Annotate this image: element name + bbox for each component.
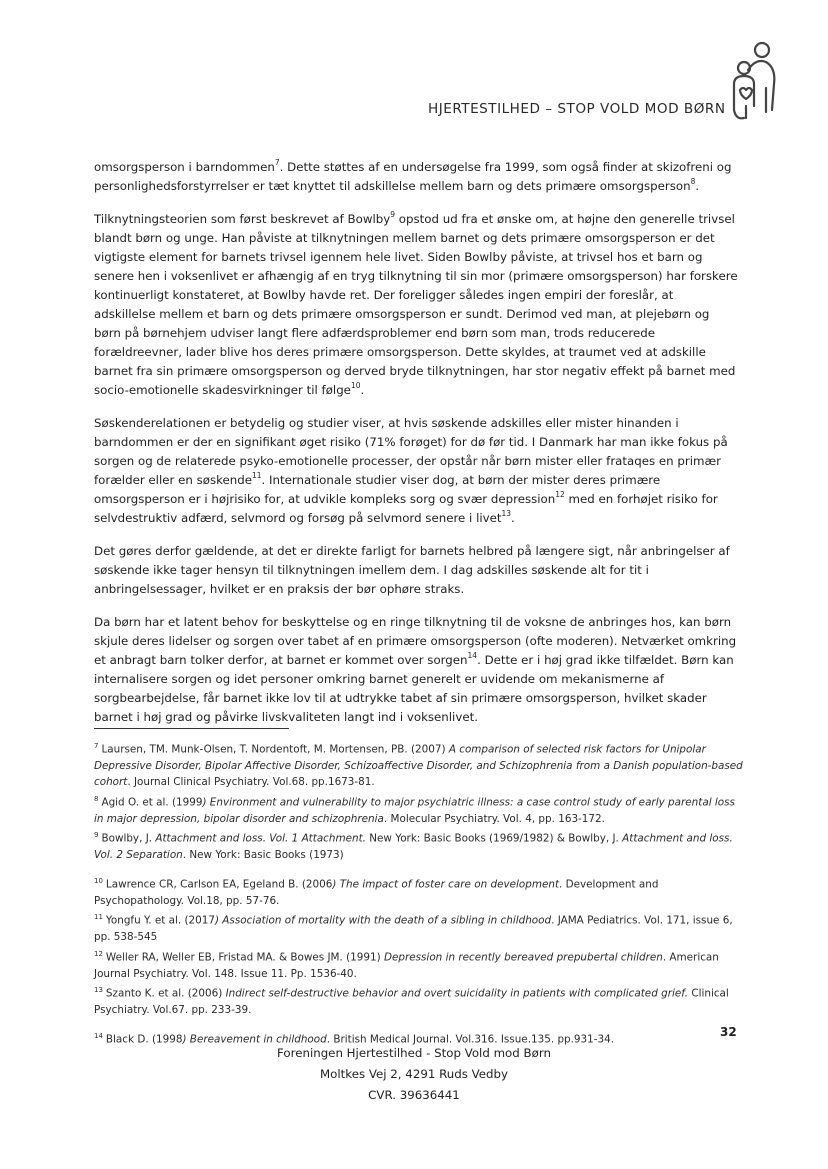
- paragraph: Det gøres derfor gældende, at det er direkte farligt for barnets helbred på længere sigt, når anbringelser af søskende ikke tager hensyn til tilknytningen imellem dem. I dag adskilles søskende alt for tit i anbringelsessager, hvilket er en praksis der bør ophøre straks.: [94, 544, 730, 596]
- footnote-divider: [94, 728, 289, 729]
- footer: [0, 1043, 828, 1106]
- footnote: $^{12}$ Weller RA, Weller EB, Fristad MA. & Bowes JM. (1991) Depression in recently bereaved prepubertal children. American Journal Psychiatry. Vol. 148. Issue 11. Pp. 1536-40.: [94, 949, 719, 980]
- header-title: HJERTESTILHED – STOP VOLD MOD BØRN: [428, 101, 726, 117]
- footnote: $^{11}$ Yongfu Y. et al. (2017) Association of mortality with the death of a sibling in childhood. JAMA Pediatrics. Vol. 171, issue 6, pp. 538-545: [94, 913, 733, 944]
- footer-organization: Foreningen Hjertestilhed - Stop Vold mod Børn: [277, 1046, 551, 1060]
- paragraph: Da børn har et latent behov for beskyttelse og en ringe tilknytning til de voksne de anbringes hos, kan børn skjule deres lidelser og sorgen over tabet af en primære omsorgsperson (ofte moderen). Netværket omkring et anbragt barn tolker derfor, at barnet er kommet over sorgen$^{14}$. Dette er i høj grad ikke tilfældet. Børn kan internalisere sorgen og idet personer omkring barnet generelt er uvidende om mekanismerne af sorgbearbejdelse, får barnet ikke lov til at udtrykke tabet af sin primære omsorgsperson, hvilket skader barnet i høj grad og påvirke livskvaliteten langt ind i voksenlivet.: [94, 615, 737, 724]
- family-heart-logo-icon: [726, 40, 782, 126]
- footnote-ref[interactable]: 14: [467, 651, 478, 661]
- footnote-ref[interactable]: 8: [690, 177, 696, 187]
- paragraph: Søskenderelationen er betydelig og studier viser, at hvis søskende adskilles eller mister hinanden i barndommen er der en signifikant øget risiko (71% forøget) for dø før tid. I Danmark har man ikke fokus på sorgen og de relaterede psyko-emotionelle processer, der opstår når børn mister eller frataqes en primær forælder eller en søskende$^{11}$. Internationale studier viser dog, at børn der mister deres primære omsorgsperson er i højrisiko for, at udvikle kompleks sorg og svær depression$^{12}$ med en forhøjet risiko for selvdestruktiv adfærd, selvmord og forsøg på selvmord senere i livet$^{13}$.: [94, 416, 728, 525]
- footnote-ref[interactable]: 9: [390, 210, 396, 220]
- footnote: $^8$ Agid O. et al. (1999) Environment and vulnerability to major psychiatric illness: a case control study of early parental loss in major depression, bipolar disorder and schizophrenia. Molecular Psychiatry. Vol. 4, pp. 163-172.: [94, 794, 735, 825]
- footnote: $^7$ Laursen, TM. Munk-Olsen, T. Nordentoft, M. Mortensen, PB. (2007) A comparison of selected risk factors for Unipolar Depressive Disorder, Bipolar Affective Disorder, Schizoaffective Disorder, and Schizophrenia from a Danish population-based cohort. Journal Clinical Psychiatry. Vol.68. pp.1673-81.: [94, 742, 743, 789]
- footer-address: Moltkes Vej 2, 4291 Ruds Vedby: [320, 1067, 508, 1081]
- footnote-ref[interactable]: 10: [350, 381, 361, 391]
- paragraph: Tilknytningsteorien som først beskrevet af Bowlby$^9$ opstod ud fra et ønske om, at højne den generelle trivsel blandt børn og unge. Han påviste at tilknytningen mellem barnet og dets primære omsorgsperson er det vigtigste element for barnets trivsel igennem hele livet. Siden Bowlby påviste, at trivsel hos et barn og senere hen i voksenlivet er afhængig af en tryg tilknytning til sin mor (primære omsorgsperson) har forskere kontinuerligt konstateret, at Bowlby havde ret. Der foreligger således ingen empiri der foreslår, at adskillelse mellem et barn og dets primære omsorgsperson er sundt. Derimod ved man, at plejebørn og børn på børnehjem udviser langt flere adfærdsproblemer end børn som man, trods reducerede forældreevner, lader blive hos deres primære omsorgsperson. Dette skyldes, at traumet ved at adskille barnet fra sin primære omsorgsperson og derved bryde tilknytningen, har stor negativ effekt på barnet med socio-emotionelle skadesvirkninger til følge$^{10}$.: [94, 210, 738, 397]
- footnote-ref[interactable]: 12: [555, 490, 565, 500]
- footnote-ref[interactable]: 7: [274, 158, 280, 168]
- footnote-ref[interactable]: 13: [501, 509, 512, 519]
- footnote: $^{14}$ Black D. (1998) Bereavement in childhood. British Medical Journal. Vol.316. Issue.135. pp.931-34.: [94, 1031, 615, 1046]
- footnote: $^{10}$ Lawrence CR, Carlson EA, Egeland B. (2006) The impact of foster care on development. Development and Psychopathology. Vol.18, pp. 57-76.: [94, 876, 659, 907]
- paragraph: omsorgsperson i barndommen$^7$. Dette støttes af en undersøgelse fra 1999, som også finder at skizofreni og personlighedsforstyrrelser er tæt knyttet til adskillelse mellem barn og dets primære omsorgsperson$^8$.: [94, 158, 732, 193]
- footer-cvr: CVR. 39636441: [368, 1088, 460, 1102]
- footnote: $^{13}$ Szanto K. et al. (2006) Indirect self-destructive behavior and overt suicidality in patients with complicated grief. Clinical Psychiatry. Vol.67. pp. 233-39.: [94, 986, 729, 1017]
- footnote: $^9$ Bowlby, J. Attachment and loss. Vol. 1 Attachment. New York: Basic Books (1969/1982) & Bowlby, J. Attachment and loss. Vol. 2 Separation. New York: Basic Books (1973): [94, 831, 733, 862]
- footnotes: [94, 738, 744, 1048]
- page-number: 32: [720, 1025, 737, 1039]
- footnote-ref[interactable]: 11: [252, 471, 262, 481]
- body-text: [94, 158, 738, 741]
